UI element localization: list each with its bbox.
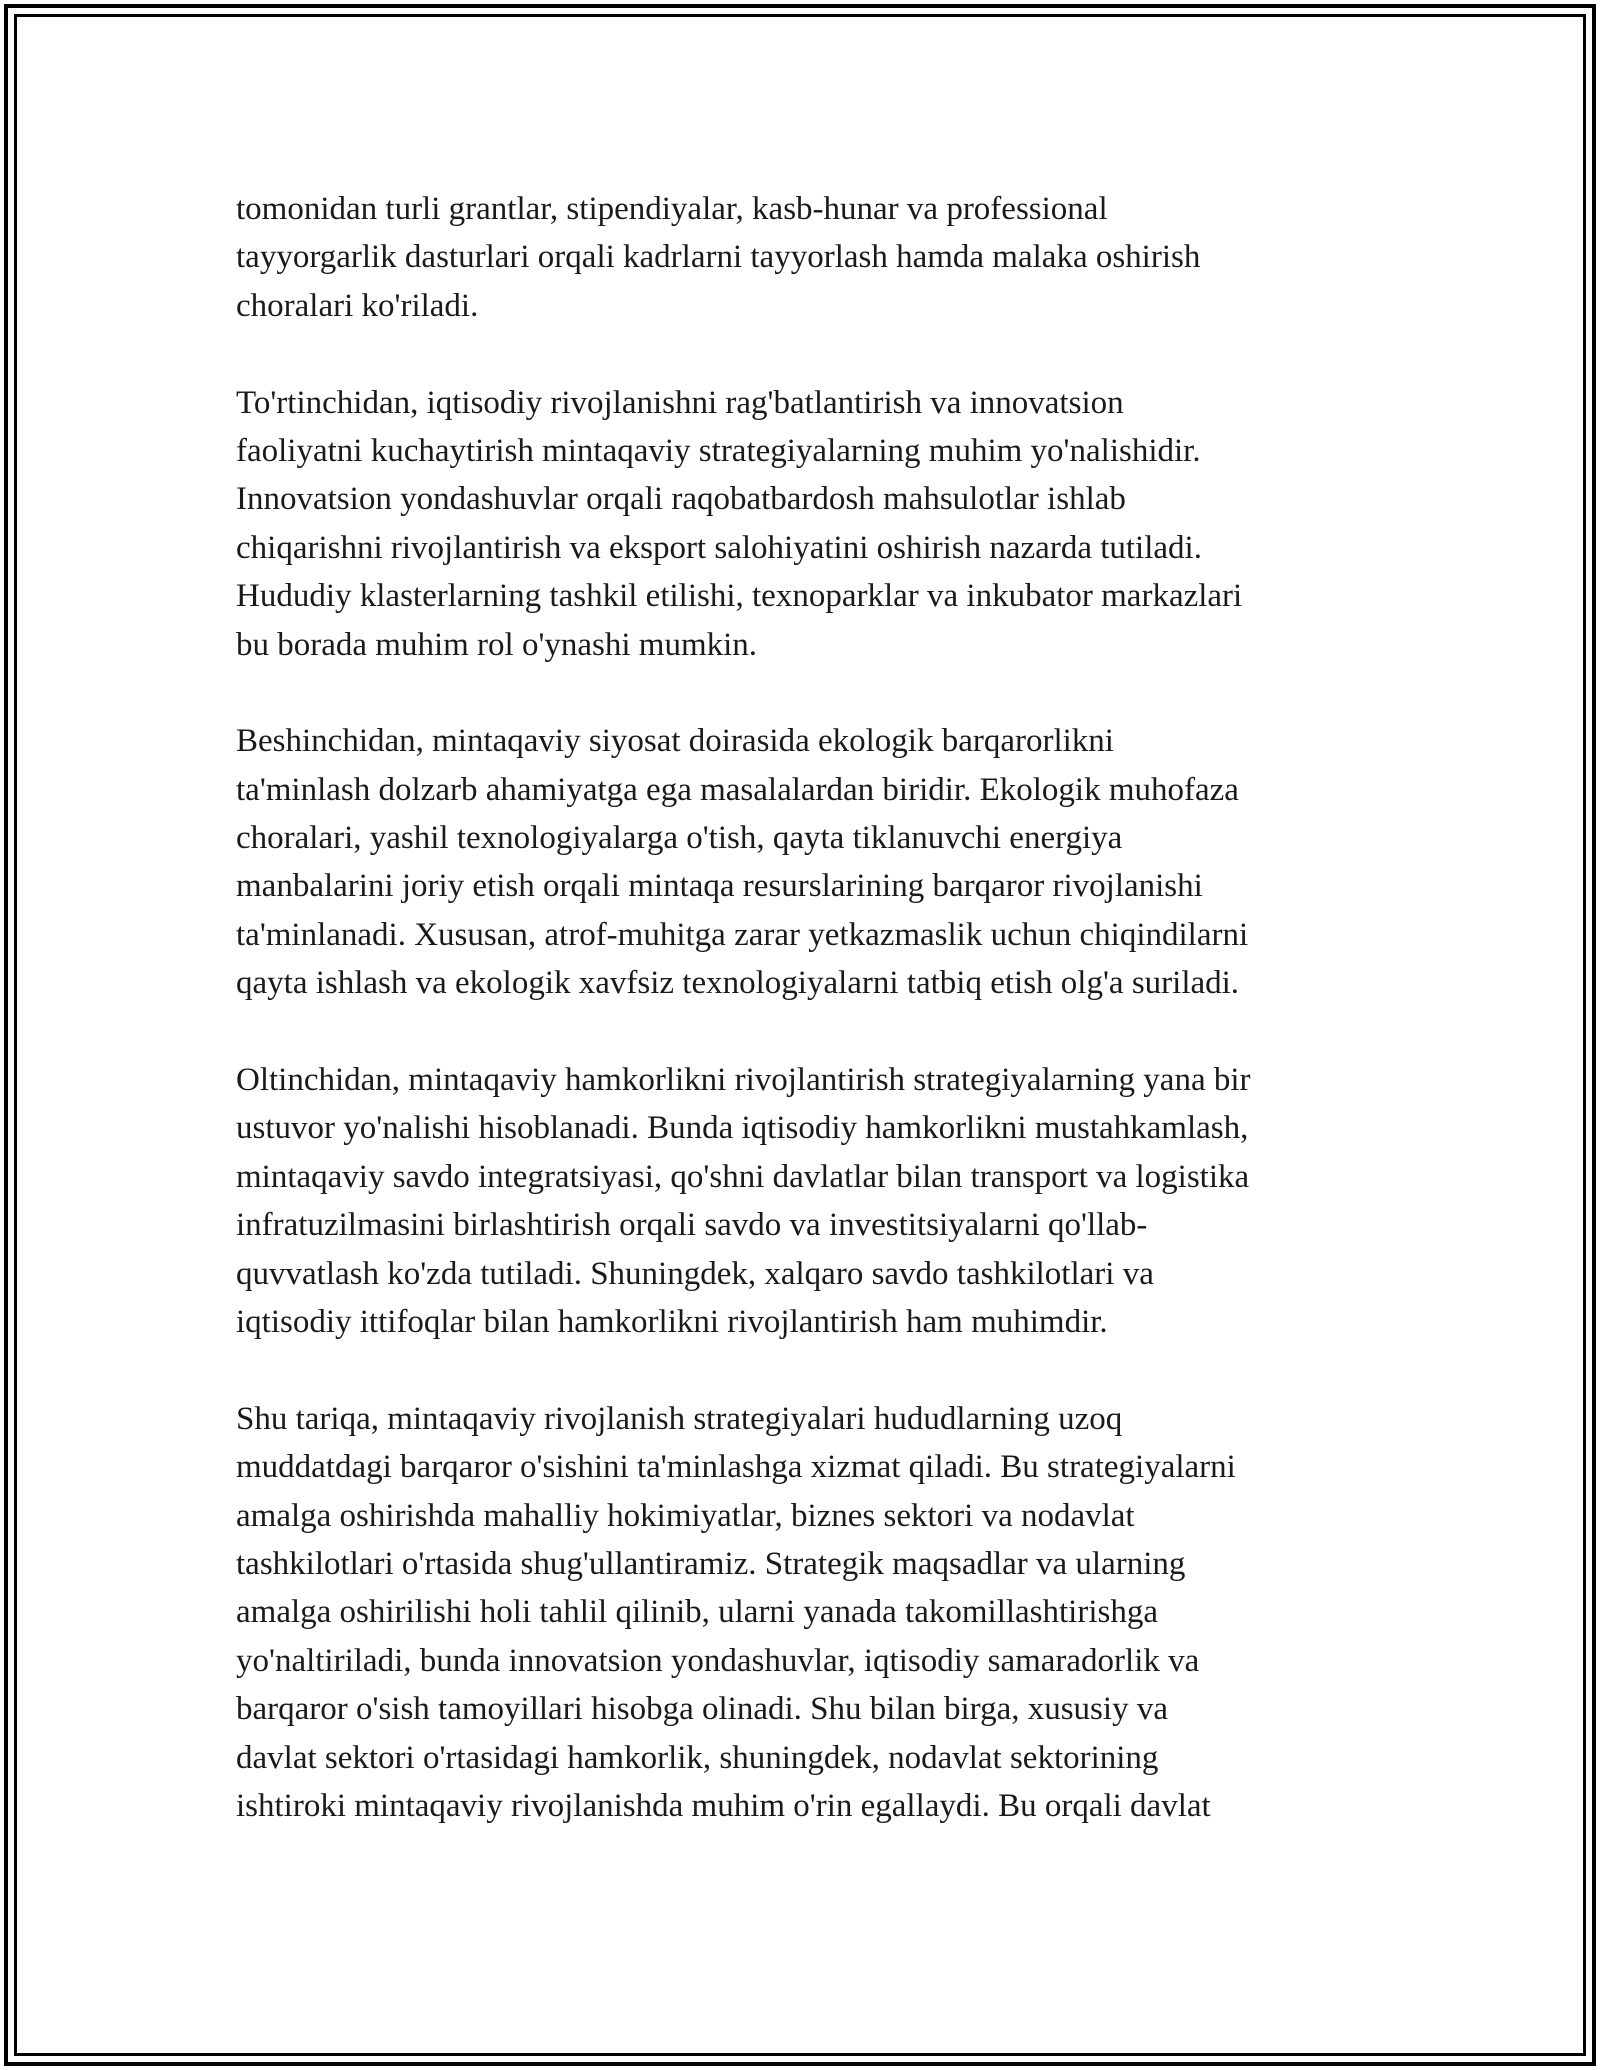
text-line: manbalarini joriy etish orqali mintaqa resurslarining barqaror rivojlanishi (236, 868, 1203, 905)
text-line: amalga oshirilishi holi tahlil qilinib, ularni yanada takomillashtirishga (236, 1594, 1159, 1631)
text-line: tomonidan turli grantlar, stipendiyalar, kasb-hunar va professional (236, 191, 1108, 227)
text-line: quvvatlash ko'zda tutiladi. Shuningdek, xalqaro savdo tashkilotlari va (236, 1255, 1154, 1292)
text-line: iqtisodiy ittifoqlar bilan hamkorlikni rivojlantirish ham muhimdir. (236, 1303, 1108, 1340)
text-line: ustuvor yo'nalishi hisoblanadi. Bunda iqtisodiy hamkorlikni mustahkamlash, (236, 1110, 1249, 1147)
text-line: qayta ishlash va ekologik xavfsiz texnologiyalarni tatbiq etish olg'a suriladi. (236, 965, 1240, 1002)
text-line: bu borada muhim rol o'ynashi mumkin. (236, 626, 758, 663)
text-line: tayyorgarlik dasturlari orqali kadrlarni tayyorlash hamda malaka oshirish (236, 239, 1201, 276)
text-line: amalga oshirishda mahalliy hokimiyatlar, biznes sektori va nodavlat (236, 1497, 1135, 1534)
text-line: To'rtinchidan, iqtisodiy rivojlanishni rag'batlantirish va innovatsion (236, 384, 1124, 421)
paragraph-2 (236, 379, 1366, 669)
text-line: mintaqaviy savdo integratsiyasi, qo'shni davlatlar bilan transport va logistika (236, 1158, 1250, 1195)
text-line: infratuzilmasini birlashtirish orqali savdo va investitsiyalarni qo'llab- (236, 1207, 1148, 1244)
text-line: choralari ko'riladi. (236, 287, 479, 324)
text-line: davlat sektori o'rtasidagi hamkorlik, shuningdek, nodavlat sektorining (236, 1739, 1159, 1776)
text-line: Innovatsion yondashuvlar orqali raqobatbardosh mahsulotlar ishlab (236, 481, 1126, 518)
paragraph-1 (236, 185, 1366, 330)
text-line: tashkilotlari o'rtasida shug'ullantiramiz. Strategik maqsadlar va ularning (236, 1545, 1186, 1582)
text-line: yo'naltiriladi, bunda innovatsion yondashuvlar, iqtisodiy samaradorlik va (236, 1642, 1200, 1679)
text-line: ta'minlanadi. Xususan, atrof-muhitga zarar yetkazmaslik uchun chiqindilarni (236, 916, 1249, 953)
paragraph-3 (236, 717, 1366, 1007)
text-line: chiqarishni rivojlantirish va eksport salohiyatini oshirish nazarda tutiladi. (236, 529, 1202, 566)
text-line: ishtiroki mintaqaviy rivojlanishda muhim o'rin egallaydi. Bu orqali davlat (236, 1787, 1211, 1824)
paragraph-4 (236, 1056, 1366, 1346)
text-line: barqaror o'sish tamoyillari hisobga olinadi. Shu bilan birga, xususiy va (236, 1691, 1168, 1728)
text-line: Hududiy klasterlarning tashkil etilishi, texnoparklar va inkubator markazlari (236, 578, 1243, 615)
text-line: Beshinchidan, mintaqaviy siyosat doirasida ekologik barqarorlikni (236, 723, 1114, 760)
text-line: choralari, yashil texnologiyalarga o'tish, qayta tiklanuvchi energiya (236, 820, 1123, 857)
document-body (236, 185, 1366, 1879)
text-line: muddatdagi barqaror o'sishini ta'minlashga xizmat qiladi. Bu strategiyalarni (236, 1449, 1236, 1486)
text-line: Shu tariqa, mintaqaviy rivojlanish strategiyalari hududlarning uzoq (236, 1400, 1123, 1437)
text-line: faoliyatni kuchaytirish mintaqaviy strategiyalarning muhim yo'nalishidir. (236, 432, 1201, 469)
paragraph-5 (236, 1395, 1366, 1831)
text-line: ta'minlash dolzarb ahamiyatga ega masalalardan biridir. Ekologik muhofaza (236, 771, 1239, 808)
text-line: Oltinchidan, mintaqaviy hamkorlikni rivojlantirish strategiyalarning yana bir (236, 1062, 1251, 1099)
